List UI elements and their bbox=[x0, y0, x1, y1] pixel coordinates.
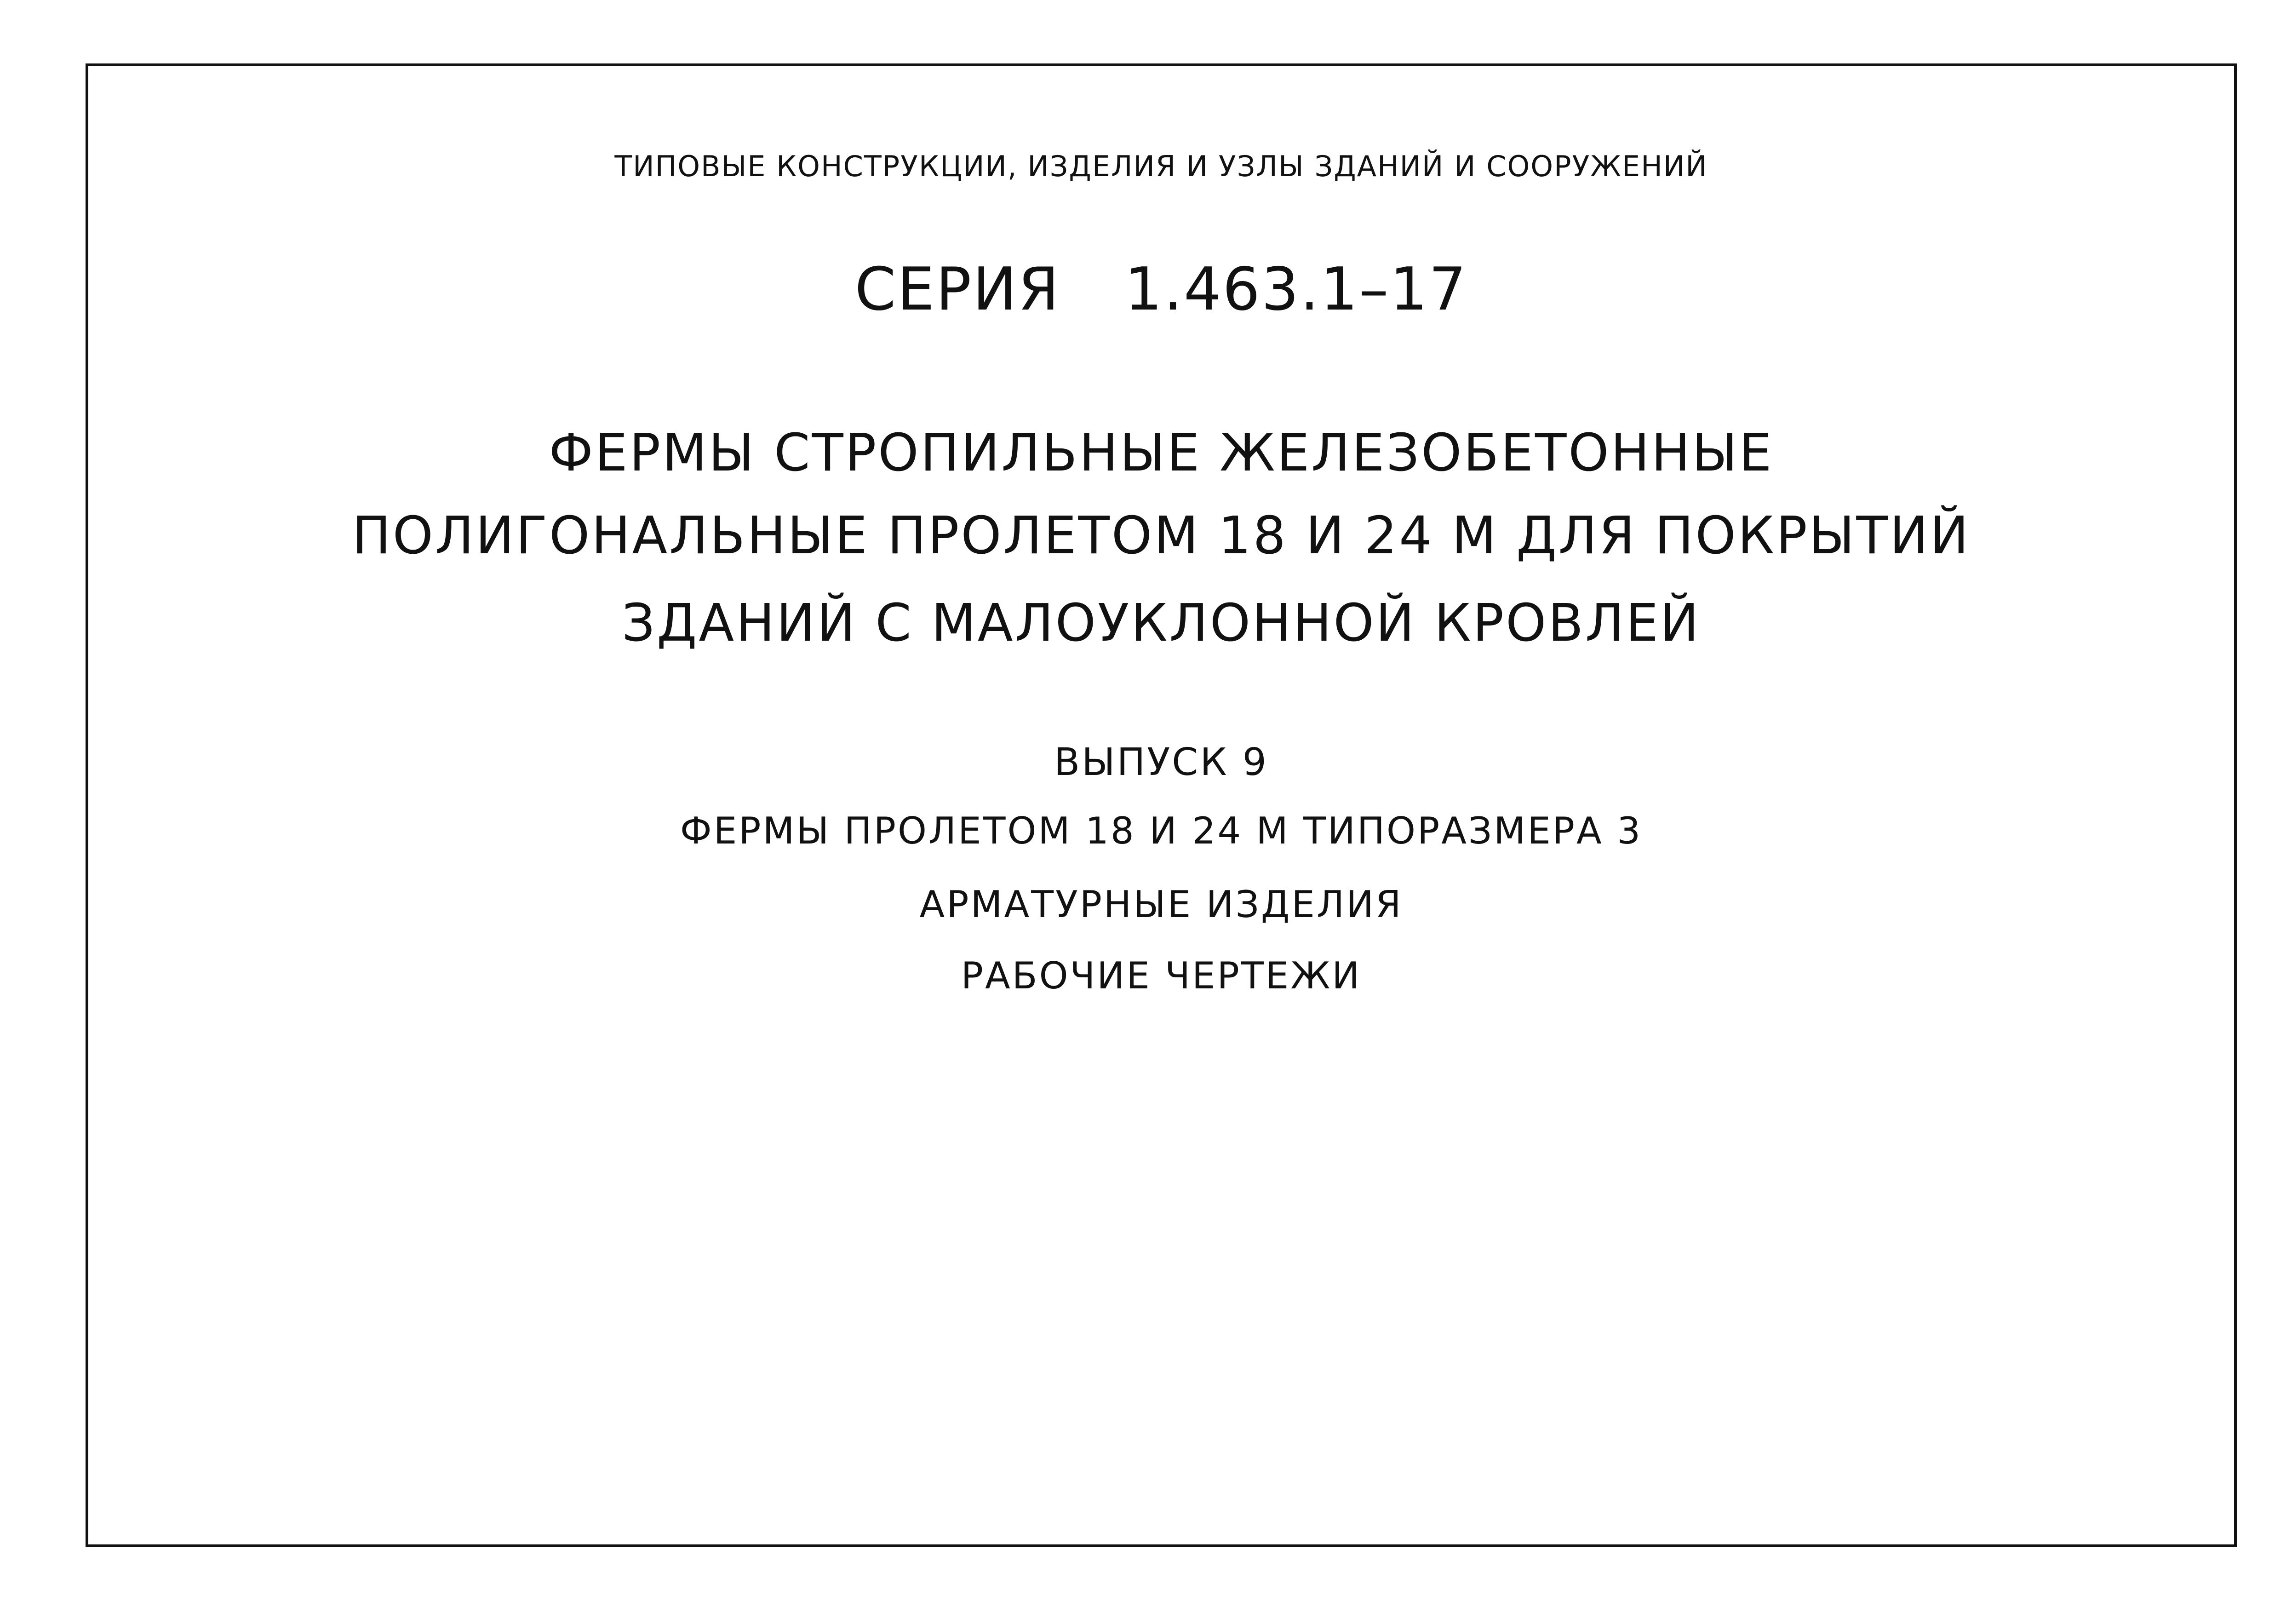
title-line-1: ФЕРМЫ СТРОПИЛЬНЫЕ ЖЕЛЕЗОБЕТОННЫЕ bbox=[549, 423, 1774, 483]
subtitle-line-3: РАБОЧИЕ ЧЕРТЕЖИ bbox=[961, 954, 1362, 997]
subtitle-line-2: АРМАТУРНЫЕ ИЗДЕЛИЯ bbox=[919, 883, 1403, 926]
series-label: СЕРИЯ bbox=[854, 255, 1060, 324]
title-line-2: ПОЛИГОНАЛЬНЫЕ ПРОЛЕТОМ 18 И 24 М ДЛЯ ПОКРЫТИЙ bbox=[352, 506, 1971, 566]
subtitle-line-1: ФЕРМЫ ПРОЛЕТОМ 18 И 24 М ТИПОРАЗМЕРА 3 bbox=[680, 809, 1643, 852]
title-line-3: ЗДАНИЙ С МАЛОУКЛОННОЙ КРОВЛЕЙ bbox=[622, 593, 1701, 653]
document-header: ТИПОВЫЕ КОНСТРУКЦИИ, ИЗДЕЛИЯ И УЗЛЫ ЗДАНИЙ И СООРУЖЕНИЙ bbox=[614, 149, 1708, 183]
series-number: 1.463.1–17 bbox=[1124, 255, 1468, 324]
issue-number: ВЫПУСК 9 bbox=[1054, 740, 1268, 784]
series-designation bbox=[86, 255, 2237, 324]
